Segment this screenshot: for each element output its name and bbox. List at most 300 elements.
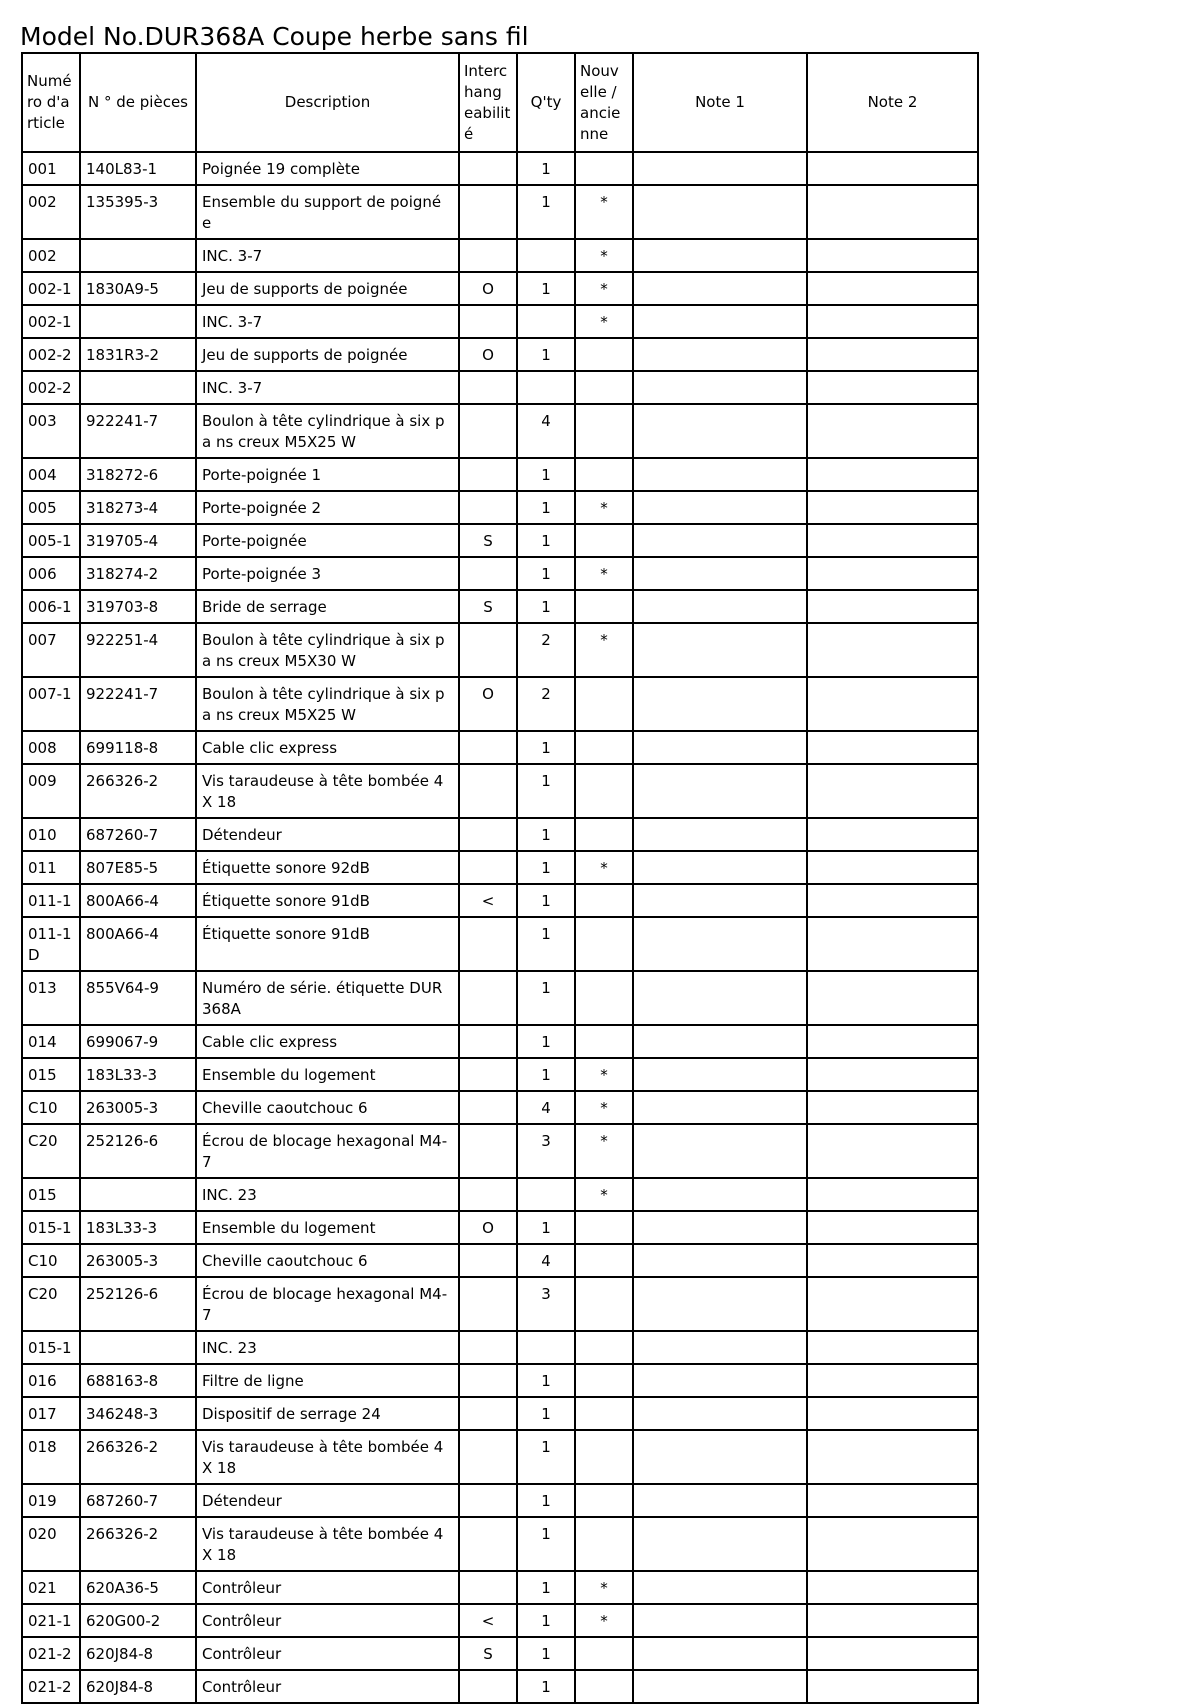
cell-new-old: * <box>575 1178 633 1211</box>
table-row <box>22 305 978 338</box>
cell-quantity: 1 <box>517 884 575 917</box>
cell-note-2 <box>807 305 978 338</box>
cell-description: Contrôleur <box>196 1637 459 1670</box>
cell-note-2 <box>807 1178 978 1211</box>
cell-new-old <box>575 458 633 491</box>
cell-note-1 <box>633 1331 807 1364</box>
cell-item-number: 006-1 <box>22 590 80 623</box>
cell-note-2 <box>807 1331 978 1364</box>
cell-quantity: 1 <box>517 851 575 884</box>
cell-item-number: 004 <box>22 458 80 491</box>
cell-item-number: 010 <box>22 818 80 851</box>
cell-interchangeability <box>459 1025 517 1058</box>
cell-interchangeability: O <box>459 1211 517 1244</box>
cell-quantity: 1 <box>517 1058 575 1091</box>
cell-item-number: 015 <box>22 1058 80 1091</box>
cell-new-old <box>575 731 633 764</box>
cell-note-2 <box>807 185 978 239</box>
cell-interchangeability: < <box>459 884 517 917</box>
cell-description: Détendeur <box>196 818 459 851</box>
table-row <box>22 590 978 623</box>
table-row <box>22 1277 978 1331</box>
cell-new-old: * <box>575 491 633 524</box>
cell-item-number: 002-1 <box>22 305 80 338</box>
cell-quantity: 1 <box>517 185 575 239</box>
cell-description: Jeu de supports de poignée <box>196 338 459 371</box>
cell-new-old: * <box>575 185 633 239</box>
cell-quantity: 1 <box>517 818 575 851</box>
cell-note-1 <box>633 1637 807 1670</box>
cell-description: Boulon à tête cylindrique à six pa ns creux M5X30 W <box>196 623 459 677</box>
cell-new-old <box>575 917 633 971</box>
cell-item-number: C20 <box>22 1124 80 1178</box>
cell-note-1 <box>633 305 807 338</box>
cell-item-number: 013 <box>22 971 80 1025</box>
cell-part-number: 266326-2 <box>80 764 196 818</box>
cell-quantity: 1 <box>517 1571 575 1604</box>
cell-interchangeability <box>459 971 517 1025</box>
cell-note-1 <box>633 1397 807 1430</box>
cell-description: Contrôleur <box>196 1604 459 1637</box>
cell-new-old: * <box>575 1091 633 1124</box>
cell-quantity: 1 <box>517 338 575 371</box>
cell-item-number: 002 <box>22 185 80 239</box>
cell-description: Dispositif de serrage 24 <box>196 1397 459 1430</box>
cell-new-old: * <box>575 623 633 677</box>
cell-note-1 <box>633 1025 807 1058</box>
table-row <box>22 1517 978 1571</box>
cell-description: INC. 23 <box>196 1331 459 1364</box>
cell-note-2 <box>807 1637 978 1670</box>
cell-part-number: 135395-3 <box>80 185 196 239</box>
cell-item-number: 016 <box>22 1364 80 1397</box>
cell-description: Jeu de supports de poignée <box>196 272 459 305</box>
cell-note-2 <box>807 1244 978 1277</box>
table-row <box>22 1670 978 1703</box>
table-row <box>22 272 978 305</box>
table-row <box>22 1091 978 1124</box>
cell-part-number: 688163-8 <box>80 1364 196 1397</box>
cell-interchangeability <box>459 1517 517 1571</box>
cell-interchangeability <box>459 1091 517 1124</box>
cell-new-old <box>575 371 633 404</box>
cell-note-2 <box>807 371 978 404</box>
cell-description: Étiquette sonore 92dB <box>196 851 459 884</box>
table-row <box>22 623 978 677</box>
cell-note-2 <box>807 1571 978 1604</box>
cell-description: Cheville caoutchouc 6 <box>196 1244 459 1277</box>
cell-note-2 <box>807 731 978 764</box>
cell-part-number: 922241-7 <box>80 404 196 458</box>
table-row <box>22 557 978 590</box>
cell-part-number <box>80 1331 196 1364</box>
cell-note-2 <box>807 152 978 185</box>
cell-new-old: * <box>575 1571 633 1604</box>
table-row <box>22 1244 978 1277</box>
cell-note-1 <box>633 1178 807 1211</box>
cell-item-number: C10 <box>22 1091 80 1124</box>
cell-item-number: C10 <box>22 1244 80 1277</box>
cell-item-number: 003 <box>22 404 80 458</box>
cell-new-old <box>575 764 633 818</box>
table-row <box>22 1571 978 1604</box>
cell-note-2 <box>807 623 978 677</box>
cell-new-old: * <box>575 1604 633 1637</box>
cell-note-2 <box>807 239 978 272</box>
cell-quantity <box>517 239 575 272</box>
cell-quantity: 1 <box>517 1670 575 1703</box>
cell-new-old <box>575 590 633 623</box>
cell-new-old: * <box>575 851 633 884</box>
cell-quantity: 4 <box>517 404 575 458</box>
cell-part-number: 183L33-3 <box>80 1211 196 1244</box>
cell-item-number: 002-1 <box>22 272 80 305</box>
cell-interchangeability: S <box>459 1637 517 1670</box>
cell-item-number: 005 <box>22 491 80 524</box>
cell-note-2 <box>807 851 978 884</box>
cell-description: Ensemble du logement <box>196 1058 459 1091</box>
cell-interchangeability <box>459 1670 517 1703</box>
table-row <box>22 1058 978 1091</box>
cell-item-number: 020 <box>22 1517 80 1571</box>
cell-interchangeability: S <box>459 524 517 557</box>
cell-quantity: 1 <box>517 152 575 185</box>
cell-part-number: 140L83-1 <box>80 152 196 185</box>
cell-part-number: 1830A9-5 <box>80 272 196 305</box>
cell-description: Vis taraudeuse à tête bombée 4X 18 <box>196 1517 459 1571</box>
cell-part-number: 687260-7 <box>80 1484 196 1517</box>
table-row <box>22 818 978 851</box>
table-row <box>22 1211 978 1244</box>
cell-note-2 <box>807 971 978 1025</box>
cell-note-1 <box>633 338 807 371</box>
cell-note-1 <box>633 1571 807 1604</box>
cell-note-1 <box>633 1124 807 1178</box>
cell-quantity: 1 <box>517 524 575 557</box>
cell-interchangeability <box>459 851 517 884</box>
cell-note-2 <box>807 1364 978 1397</box>
cell-description: Étiquette sonore 91dB <box>196 917 459 971</box>
cell-note-1 <box>633 1244 807 1277</box>
cell-item-number: 015-1 <box>22 1331 80 1364</box>
table-row <box>22 1025 978 1058</box>
cell-quantity: 1 <box>517 590 575 623</box>
cell-note-1 <box>633 590 807 623</box>
cell-new-old <box>575 1277 633 1331</box>
cell-description: Filtre de ligne <box>196 1364 459 1397</box>
cell-quantity: 1 <box>517 1211 575 1244</box>
cell-part-number: 318273-4 <box>80 491 196 524</box>
cell-interchangeability <box>459 1124 517 1178</box>
cell-new-old <box>575 1430 633 1484</box>
table-row <box>22 458 978 491</box>
cell-item-number: 015-1 <box>22 1211 80 1244</box>
cell-part-number: 263005-3 <box>80 1244 196 1277</box>
cell-part-number: 800A66-4 <box>80 884 196 917</box>
table-row <box>22 371 978 404</box>
cell-note-2 <box>807 524 978 557</box>
cell-description: Poignée 19 complète <box>196 152 459 185</box>
cell-description: Porte-poignée <box>196 524 459 557</box>
cell-new-old <box>575 524 633 557</box>
cell-quantity: 1 <box>517 1397 575 1430</box>
cell-note-2 <box>807 1670 978 1703</box>
cell-interchangeability: S <box>459 590 517 623</box>
cell-note-1 <box>633 764 807 818</box>
cell-interchangeability <box>459 1364 517 1397</box>
cell-interchangeability <box>459 152 517 185</box>
cell-quantity <box>517 1331 575 1364</box>
parts-table-body <box>22 152 978 1703</box>
cell-quantity: 1 <box>517 491 575 524</box>
table-row <box>22 1484 978 1517</box>
table-row <box>22 491 978 524</box>
cell-quantity: 1 <box>517 1025 575 1058</box>
cell-note-2 <box>807 1397 978 1430</box>
cell-item-number: 011 <box>22 851 80 884</box>
cell-item-number: 021-1 <box>22 1604 80 1637</box>
cell-note-1 <box>633 1091 807 1124</box>
cell-interchangeability: O <box>459 677 517 731</box>
cell-note-1 <box>633 1058 807 1091</box>
table-row <box>22 731 978 764</box>
cell-interchangeability <box>459 1571 517 1604</box>
cell-interchangeability <box>459 1277 517 1331</box>
cell-interchangeability <box>459 305 517 338</box>
cell-interchangeability <box>459 818 517 851</box>
cell-note-1 <box>633 1604 807 1637</box>
cell-description: Porte-poignée 3 <box>196 557 459 590</box>
cell-note-2 <box>807 590 978 623</box>
cell-interchangeability <box>459 1484 517 1517</box>
cell-note-2 <box>807 1025 978 1058</box>
cell-new-old <box>575 404 633 458</box>
cell-new-old <box>575 1025 633 1058</box>
cell-note-1 <box>633 1430 807 1484</box>
table-row <box>22 917 978 971</box>
cell-description: Porte-poignée 2 <box>196 491 459 524</box>
cell-new-old <box>575 884 633 917</box>
cell-quantity: 3 <box>517 1124 575 1178</box>
cell-quantity: 1 <box>517 1430 575 1484</box>
table-row <box>22 1364 978 1397</box>
cell-quantity: 4 <box>517 1244 575 1277</box>
header-new-old: Nouv elle / ancie nne <box>575 53 633 152</box>
cell-quantity: 2 <box>517 623 575 677</box>
cell-note-1 <box>633 971 807 1025</box>
cell-part-number: 922251-4 <box>80 623 196 677</box>
cell-part-number: 266326-2 <box>80 1517 196 1571</box>
table-row <box>22 338 978 371</box>
table-row <box>22 1397 978 1430</box>
cell-description: Bride de serrage <box>196 590 459 623</box>
cell-item-number: 006 <box>22 557 80 590</box>
cell-interchangeability <box>459 557 517 590</box>
cell-interchangeability <box>459 404 517 458</box>
cell-part-number: 266326-2 <box>80 1430 196 1484</box>
cell-description: INC. 3-7 <box>196 305 459 338</box>
cell-part-number: 699118-8 <box>80 731 196 764</box>
header-row <box>22 53 978 152</box>
cell-note-1 <box>633 731 807 764</box>
cell-quantity: 1 <box>517 764 575 818</box>
cell-new-old <box>575 1244 633 1277</box>
cell-description: Cable clic express <box>196 1025 459 1058</box>
cell-part-number: 922241-7 <box>80 677 196 731</box>
cell-interchangeability <box>459 1331 517 1364</box>
table-row <box>22 1604 978 1637</box>
cell-new-old <box>575 677 633 731</box>
cell-note-2 <box>807 557 978 590</box>
cell-new-old <box>575 971 633 1025</box>
cell-interchangeability <box>459 764 517 818</box>
cell-note-2 <box>807 818 978 851</box>
cell-interchangeability: O <box>459 338 517 371</box>
cell-note-2 <box>807 1058 978 1091</box>
header-part-number: N ° de pièces <box>80 53 196 152</box>
table-row <box>22 971 978 1025</box>
cell-item-number: 007-1 <box>22 677 80 731</box>
cell-note-2 <box>807 1211 978 1244</box>
cell-part-number: 855V64-9 <box>80 971 196 1025</box>
cell-note-2 <box>807 491 978 524</box>
cell-part-number: 318272-6 <box>80 458 196 491</box>
cell-quantity: 1 <box>517 557 575 590</box>
cell-quantity: 2 <box>517 677 575 731</box>
cell-description: Boulon à tête cylindrique à six pa ns creux M5X25 W <box>196 677 459 731</box>
table-row <box>22 764 978 818</box>
cell-quantity: 1 <box>517 1637 575 1670</box>
cell-new-old <box>575 338 633 371</box>
cell-description: Écrou de blocage hexagonal M4- 7 <box>196 1124 459 1178</box>
cell-interchangeability <box>459 185 517 239</box>
table-row <box>22 1430 978 1484</box>
cell-new-old <box>575 152 633 185</box>
page-title: Model No.DUR368A Coupe herbe sans fil <box>20 22 529 51</box>
cell-description: Ensemble du support de poigné e <box>196 185 459 239</box>
cell-note-1 <box>633 851 807 884</box>
cell-item-number: 021 <box>22 1571 80 1604</box>
cell-quantity: 4 <box>517 1091 575 1124</box>
cell-quantity: 1 <box>517 272 575 305</box>
cell-note-1 <box>633 818 807 851</box>
cell-part-number: 346248-3 <box>80 1397 196 1430</box>
cell-item-number: 017 <box>22 1397 80 1430</box>
cell-note-1 <box>633 491 807 524</box>
table-row <box>22 524 978 557</box>
cell-description: Vis taraudeuse à tête bombée 4X 18 <box>196 764 459 818</box>
cell-part-number: 620J84-8 <box>80 1637 196 1670</box>
cell-description: Cheville caoutchouc 6 <box>196 1091 459 1124</box>
cell-description: Étiquette sonore 91dB <box>196 884 459 917</box>
cell-note-2 <box>807 1604 978 1637</box>
cell-part-number <box>80 239 196 272</box>
cell-note-1 <box>633 371 807 404</box>
table-row <box>22 851 978 884</box>
table-row <box>22 404 978 458</box>
cell-note-1 <box>633 272 807 305</box>
cell-item-number: 011-1 D <box>22 917 80 971</box>
cell-note-1 <box>633 404 807 458</box>
table-row <box>22 1178 978 1211</box>
cell-note-1 <box>633 623 807 677</box>
cell-item-number: 008 <box>22 731 80 764</box>
cell-description: INC. 3-7 <box>196 371 459 404</box>
cell-quantity <box>517 1178 575 1211</box>
cell-item-number: 005-1 <box>22 524 80 557</box>
cell-item-number: 015 <box>22 1178 80 1211</box>
header-description: Description <box>196 53 459 152</box>
cell-new-old: * <box>575 239 633 272</box>
cell-part-number: 319703-8 <box>80 590 196 623</box>
cell-description: Écrou de blocage hexagonal M4- 7 <box>196 1277 459 1331</box>
cell-description: INC. 23 <box>196 1178 459 1211</box>
cell-description: Numéro de série. étiquette DUR 368A <box>196 971 459 1025</box>
cell-part-number: 800A66-4 <box>80 917 196 971</box>
cell-note-1 <box>633 917 807 971</box>
cell-new-old: * <box>575 557 633 590</box>
cell-description: Contrôleur <box>196 1571 459 1604</box>
cell-part-number: 252126-6 <box>80 1277 196 1331</box>
table-row <box>22 239 978 272</box>
cell-part-number: 807E85-5 <box>80 851 196 884</box>
cell-new-old <box>575 818 633 851</box>
cell-new-old <box>575 1364 633 1397</box>
cell-note-2 <box>807 272 978 305</box>
cell-note-2 <box>807 1124 978 1178</box>
cell-new-old: * <box>575 1058 633 1091</box>
table-row <box>22 677 978 731</box>
cell-new-old <box>575 1517 633 1571</box>
cell-note-2 <box>807 1091 978 1124</box>
cell-item-number: 002-2 <box>22 371 80 404</box>
table-row <box>22 1637 978 1670</box>
cell-new-old: * <box>575 1124 633 1178</box>
cell-item-number: 007 <box>22 623 80 677</box>
cell-note-1 <box>633 1211 807 1244</box>
cell-quantity: 1 <box>517 971 575 1025</box>
cell-interchangeability <box>459 917 517 971</box>
cell-item-number: 014 <box>22 1025 80 1058</box>
cell-interchangeability <box>459 623 517 677</box>
cell-quantity: 1 <box>517 1517 575 1571</box>
cell-description: INC. 3-7 <box>196 239 459 272</box>
cell-interchangeability <box>459 1397 517 1430</box>
cell-part-number: 687260-7 <box>80 818 196 851</box>
cell-item-number: 002-2 <box>22 338 80 371</box>
cell-description: Boulon à tête cylindrique à six pa ns creux M5X25 W <box>196 404 459 458</box>
cell-part-number: 620G00-2 <box>80 1604 196 1637</box>
cell-interchangeability <box>459 458 517 491</box>
cell-new-old <box>575 1637 633 1670</box>
cell-item-number: 001 <box>22 152 80 185</box>
cell-note-1 <box>633 458 807 491</box>
cell-note-2 <box>807 1430 978 1484</box>
header-item-number: Numé ro d'a rticle <box>22 53 80 152</box>
cell-quantity <box>517 305 575 338</box>
cell-note-1 <box>633 152 807 185</box>
cell-interchangeability <box>459 1430 517 1484</box>
cell-item-number: 018 <box>22 1430 80 1484</box>
cell-item-number: 021-2 <box>22 1637 80 1670</box>
cell-item-number: 009 <box>22 764 80 818</box>
cell-interchangeability <box>459 239 517 272</box>
cell-note-2 <box>807 764 978 818</box>
cell-note-1 <box>633 239 807 272</box>
cell-note-2 <box>807 1517 978 1571</box>
cell-note-2 <box>807 1484 978 1517</box>
cell-item-number: 002 <box>22 239 80 272</box>
